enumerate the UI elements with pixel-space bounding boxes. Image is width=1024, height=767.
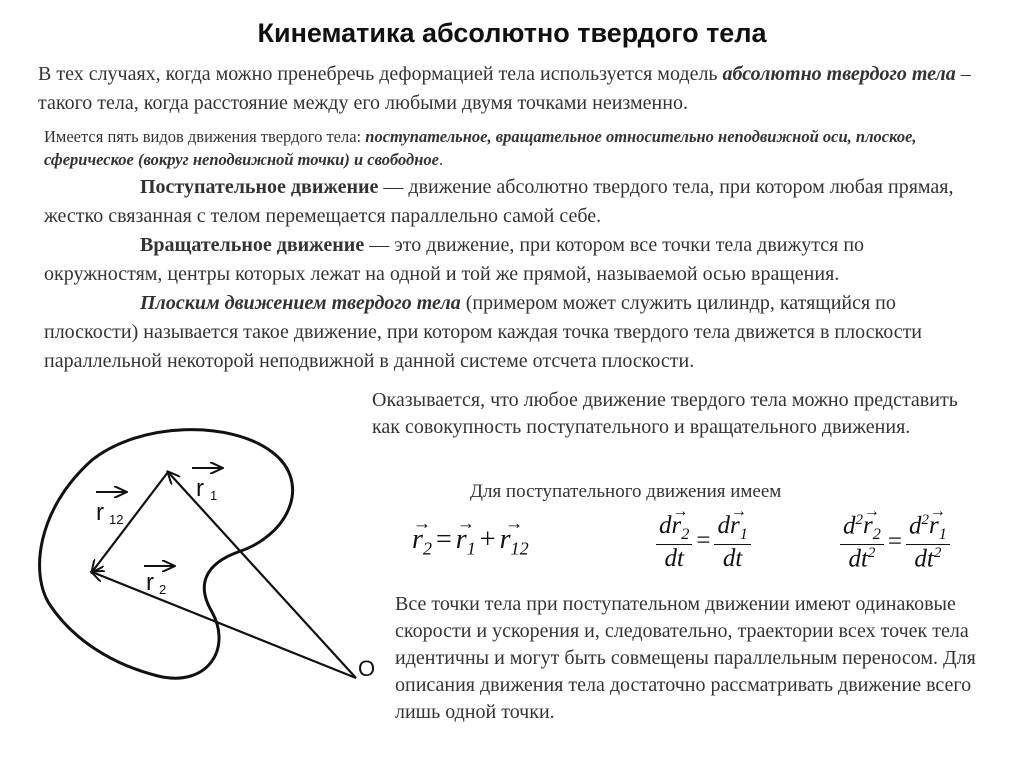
- plane-definition: [44, 289, 979, 376]
- acceleration-lhs-fraction: $\frac{d^2\to r_2}{dt^2}$: [840, 512, 884, 574]
- translational-text: — движение абсолютно твердого тела, при котором любая прямая, жестко связанная с телом перемещается параллельно самой себе.: [44, 176, 954, 227]
- intro-paragraph: [38, 60, 978, 118]
- body-outline: [40, 430, 293, 679]
- velocity-equation: [656, 512, 751, 573]
- translational-definition: [44, 173, 979, 231]
- r2-label: [144, 566, 174, 597]
- r2-vector: → $r_2$: [412, 524, 432, 560]
- svg-text:2: 2: [159, 582, 167, 597]
- r1-label: [192, 468, 222, 503]
- decomposition-statement: Оказывается, что любое движение твердого тела можно представить как совокупность поступательного и вращательного движения.: [372, 389, 958, 438]
- rigid-body-term: абсолютно твердого тела: [722, 63, 956, 85]
- motion-types-paragraph: [44, 125, 974, 171]
- origin-label: O: [358, 656, 376, 681]
- equals-sign: =: [887, 527, 902, 555]
- r1-vector-line: [168, 472, 356, 678]
- svg-text:r: r: [196, 475, 204, 502]
- types-text: Имеется пять видов движения твердого тела:: [44, 127, 366, 146]
- velocity-rhs-fraction: $\frac{d\to r_1}{dt}$: [714, 512, 750, 573]
- svg-text:r: r: [96, 499, 104, 526]
- acceleration-equation: [840, 512, 950, 574]
- r2-vector-line: [92, 572, 356, 678]
- page-title: Кинематика абсолютно твердого тела: [257, 18, 767, 48]
- equals-sign: =: [696, 527, 711, 555]
- plus-sign: +: [479, 524, 496, 555]
- intro-text-2: – такого тела, когда расстояние между его любыми двумя точками неизменно.: [38, 63, 971, 114]
- translational-term: Поступательное движение: [140, 176, 379, 198]
- position-equation: [412, 524, 529, 560]
- types-end: .: [438, 150, 444, 169]
- svg-text:1: 1: [210, 488, 218, 503]
- plane-text: (примером может служить цилиндр, катящийся по плоскости) называется такое движение, при котором каждая точка твердого тела движется в плоскости параллельной некоторой неподвижной в данной системе отсчета плоскости.: [44, 292, 923, 372]
- plane-term: Плоским движением твердого тела: [140, 292, 461, 314]
- rotational-text: — это движение, при котором все точки тела движутся по окружностям, центры которых лежат на одной и той же прямой, называемой осью вращения.: [44, 234, 865, 285]
- translational-caption: Для поступательного движения имеем: [470, 481, 782, 502]
- rotational-definition: [44, 231, 979, 289]
- r1-vector: → $r_1$: [456, 524, 476, 560]
- definitions: [44, 173, 979, 376]
- intro-text-1: В тех случаях, когда можно пренебречь деформацией тела используется модель: [38, 63, 723, 85]
- equals-sign: =: [436, 524, 452, 555]
- r12-vector: → $r_{12}$: [500, 524, 529, 560]
- svg-text:r: r: [146, 569, 154, 596]
- acceleration-rhs-fraction: $\frac{d^2\to r_1}{dt^2}$: [906, 512, 950, 574]
- rotational-term: Вращательное движение: [140, 234, 365, 256]
- conclusion-paragraph: Все точки тела при поступательном движении имеют одинаковые скорости и ускорения и, следовательно, траектории всех точек тела идентичны и могут быть совмещены параллельным переносом. Для описания движения тела достаточно рассматривать движение всего лишь одной точки.: [395, 593, 976, 723]
- rigid-body-diagram: [0, 400, 400, 700]
- types-list: поступательное, вращательное относительно неподвижной оси, плоское, сферическое (вокруг неподвижной точки) и свободное: [44, 127, 917, 169]
- velocity-lhs-fraction: $\frac{d\to r_2}{dt}$: [656, 512, 692, 573]
- svg-text:12: 12: [109, 512, 124, 527]
- r12-label: [96, 492, 126, 527]
